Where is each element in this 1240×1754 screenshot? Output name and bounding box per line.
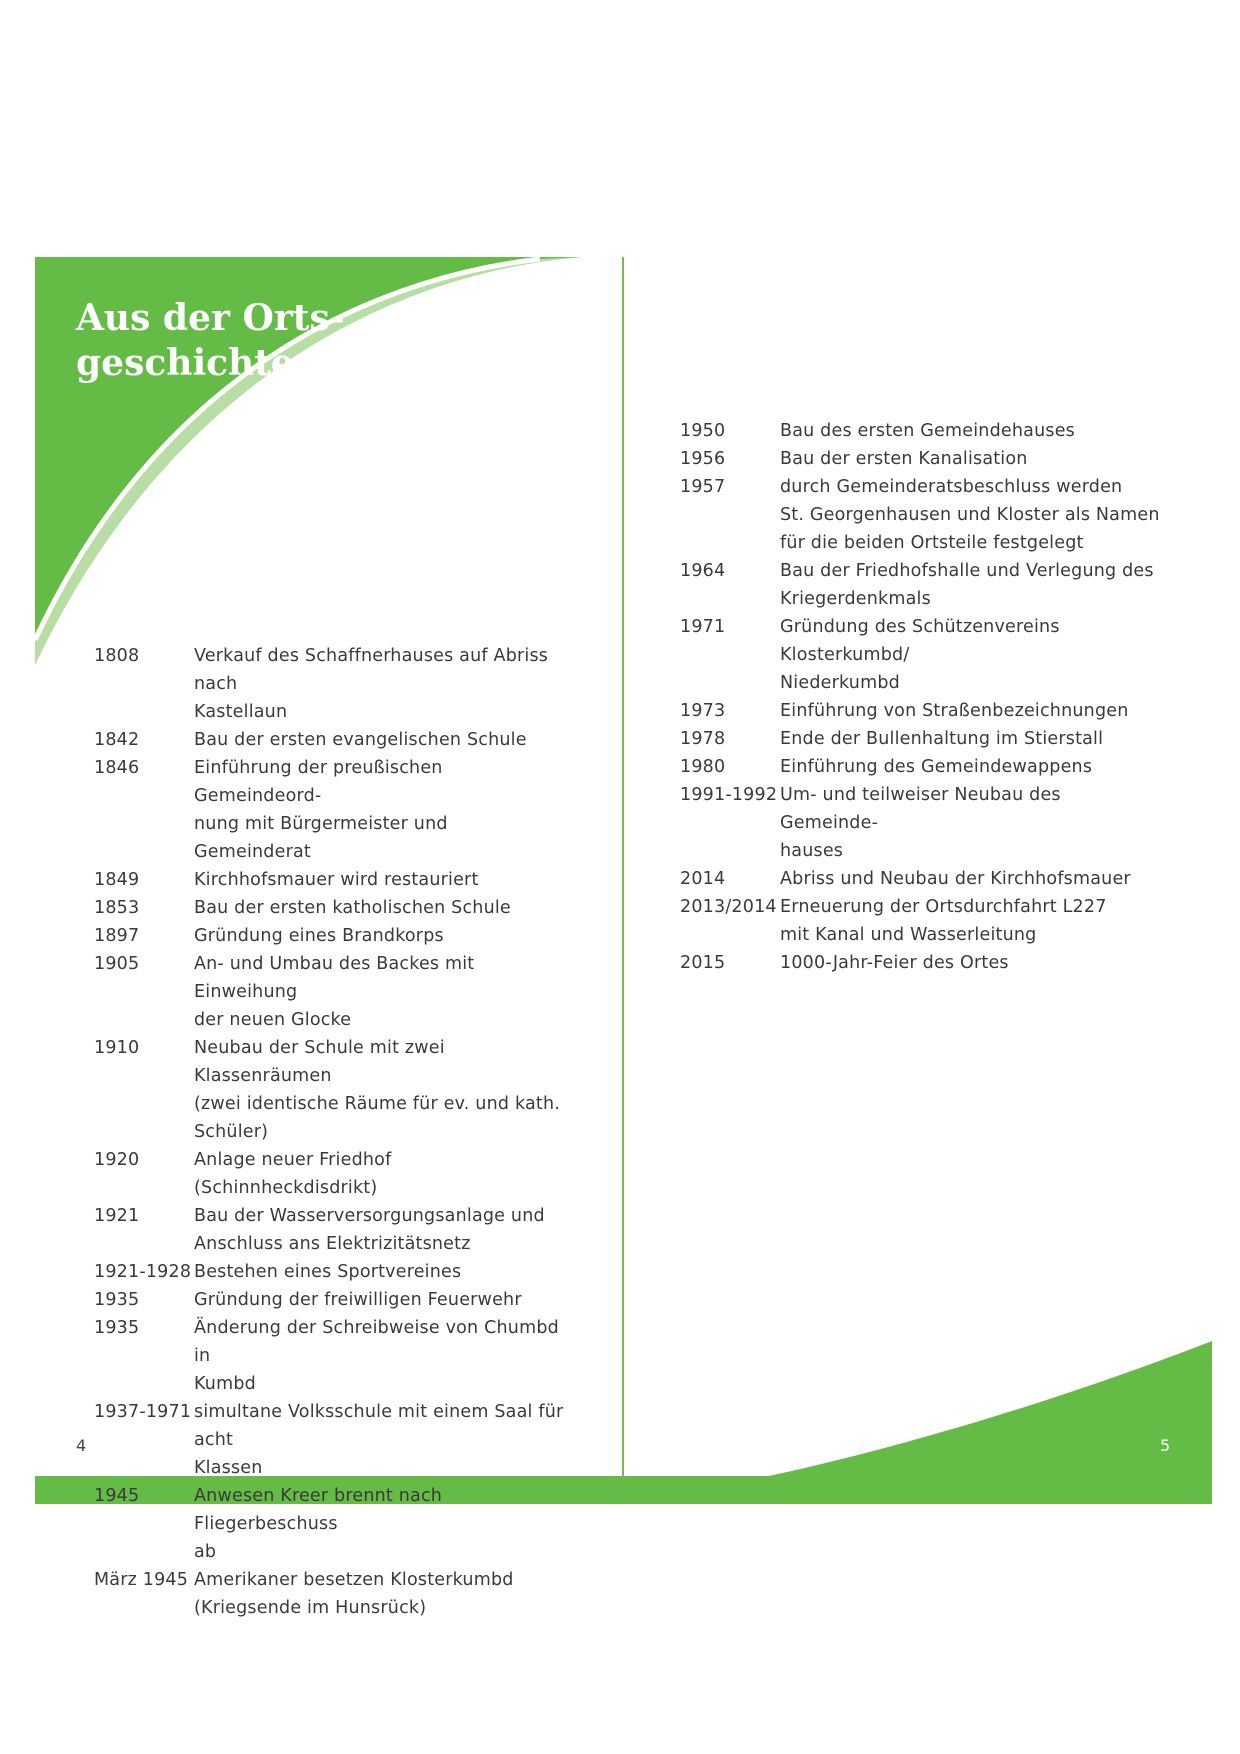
timeline-text: Amerikaner besetzen Klosterkumbd (Kriegsende im Hunsrück): [194, 1570, 514, 1618]
timeline-text: Bestehen eines Sportvereines: [194, 1262, 462, 1282]
timeline-year: 1920: [94, 1150, 140, 1170]
timeline-year: 1905: [94, 954, 140, 974]
timeline-text: simultane Volksschule mit einem Saal für acht Klassen: [194, 1402, 564, 1478]
timeline-year: 1991-1992: [680, 785, 778, 805]
timeline-entry: [94, 1258, 568, 1286]
timeline-year: 1808: [94, 646, 140, 666]
timeline-year: 1846: [94, 758, 140, 778]
timeline-year: 1935: [94, 1290, 140, 1310]
timeline-text: Bau des ersten Gemeindehauses: [780, 421, 1075, 441]
timeline-text: Anwesen Kreer brennt nach Fliegerbeschuss ab: [194, 1486, 443, 1562]
timeline-year: 1950: [680, 421, 726, 441]
timeline-year: 1849: [94, 870, 140, 890]
timeline-entry: [94, 642, 568, 726]
timeline-year: 1897: [94, 926, 140, 946]
timeline-year: 1921-1928: [94, 1262, 192, 1282]
timeline-year: 1957: [680, 477, 726, 497]
timeline-entry: [680, 781, 1160, 865]
timeline-year: 1964: [680, 561, 726, 581]
bottom-right-swoosh: [760, 1341, 1212, 1478]
timeline-entry: [94, 922, 568, 950]
timeline-text: Gründung der freiwilligen Feuerwehr: [194, 1290, 522, 1310]
timeline-text: Einführung von Straßenbezeichnungen: [780, 701, 1129, 721]
timeline-year: 1937-1971: [94, 1402, 192, 1422]
timeline-entry: [94, 1146, 568, 1202]
timeline-entry: [680, 893, 1160, 949]
timeline-text: Bau der ersten katholischen Schule: [194, 898, 511, 918]
timeline-text: Abriss und Neubau der Kirchhofsmauer: [780, 869, 1131, 889]
timeline-entry: [680, 445, 1160, 473]
timeline-entry: [94, 1482, 568, 1566]
right-timeline: [680, 417, 1160, 977]
timeline-year: 2014: [680, 869, 726, 889]
timeline-text: durch Gemeinderatsbeschluss werden St. Georgenhausen und Kloster als Namen für die beiden Ortsteile festgelegt: [780, 477, 1160, 553]
timeline-year: März 1945: [94, 1570, 189, 1590]
timeline-text: Bau der ersten Kanalisation: [780, 449, 1028, 469]
timeline-entry: [94, 894, 568, 922]
timeline-year: 1973: [680, 701, 726, 721]
timeline-text: 1000-Jahr-Feier des Ortes: [780, 953, 1009, 973]
timeline-entry: [94, 1034, 568, 1146]
timeline-entry: [680, 865, 1160, 893]
timeline-year: 1956: [680, 449, 726, 469]
timeline-entry: [94, 1566, 568, 1622]
timeline-entry: [94, 1202, 568, 1258]
timeline-entry: [680, 725, 1160, 753]
timeline-entry: [94, 1314, 568, 1398]
timeline-text: Um- und teilweiser Neubau des Gemeinde- hauses: [780, 785, 1061, 861]
timeline-entry: [680, 697, 1160, 725]
timeline-year: 2015: [680, 953, 726, 973]
timeline-entry: [680, 417, 1160, 445]
timeline-year: 1842: [94, 730, 140, 750]
title-line-2: geschichte: [76, 342, 294, 384]
timeline-text: Verkauf des Schaffnerhauses auf Abriss nach Kastellaun: [194, 646, 549, 722]
timeline-entry: [94, 1398, 568, 1482]
timeline-entry: [680, 753, 1160, 781]
left-timeline: [94, 642, 568, 1622]
timeline-entry: [680, 557, 1160, 613]
timeline-text: Kirchhofsmauer wird restauriert: [194, 870, 479, 890]
timeline-text: Neubau der Schule mit zwei Klassenräumen (zwei identische Räume für ev. und kath. Schüler): [194, 1038, 561, 1142]
timeline-entry: [94, 754, 568, 866]
timeline-year: 1978: [680, 729, 726, 749]
timeline-entry: [94, 726, 568, 754]
timeline-year: 1971: [680, 617, 726, 637]
timeline-year: 2013/2014: [680, 897, 777, 917]
timeline-text: Einführung des Gemeindewappens: [780, 757, 1093, 777]
timeline-year: 1945: [94, 1486, 140, 1506]
page-number-right: 5: [1160, 1436, 1171, 1455]
timeline-entry: [94, 866, 568, 894]
timeline-entry: [680, 949, 1160, 977]
timeline-text: Gründung eines Brandkorps: [194, 926, 444, 946]
timeline-year: 1935: [94, 1318, 140, 1338]
page-number-left: 4: [76, 1436, 87, 1455]
timeline-entry: [680, 473, 1160, 557]
timeline-text: Bau der ersten evangelischen Schule: [194, 730, 527, 750]
timeline-text: Erneuerung der Ortsdurchfahrt L227 mit Kanal und Wasserleitung: [780, 897, 1107, 945]
timeline-entry: [680, 613, 1160, 697]
timeline-text: An- und Umbau des Backes mit Einweihung der neuen Glocke: [194, 954, 475, 1030]
timeline-text: Einführung der preußischen Gemeindeord- nung mit Bürgermeister und Gemeinderat: [194, 758, 448, 862]
timeline-text: Bau der Friedhofshalle und Verlegung des Kriegerdenkmals: [780, 561, 1154, 609]
timeline-text: Bau der Wasserversorgungsanlage und Anschluss ans Elektrizitätsnetz: [194, 1206, 545, 1254]
timeline-year: 1853: [94, 898, 140, 918]
page-title: [76, 296, 345, 386]
timeline-year: 1910: [94, 1038, 140, 1058]
timeline-entry: [94, 950, 568, 1034]
timeline-text: Anlage neuer Friedhof (Schinnheckdisdrikt): [194, 1150, 392, 1198]
timeline-text: Änderung der Schreibweise von Chumbd in Kumbd: [194, 1318, 559, 1394]
timeline-year: 1980: [680, 757, 726, 777]
timeline-entry: [94, 1286, 568, 1314]
timeline-year: 1921: [94, 1206, 140, 1226]
timeline-text: Gründung des Schützenvereins Klosterkumbd/ Niederkumbd: [780, 617, 1060, 693]
title-line-1: Aus der Orts-: [76, 297, 345, 339]
timeline-text: Ende der Bullenhaltung im Stierstall: [780, 729, 1104, 749]
